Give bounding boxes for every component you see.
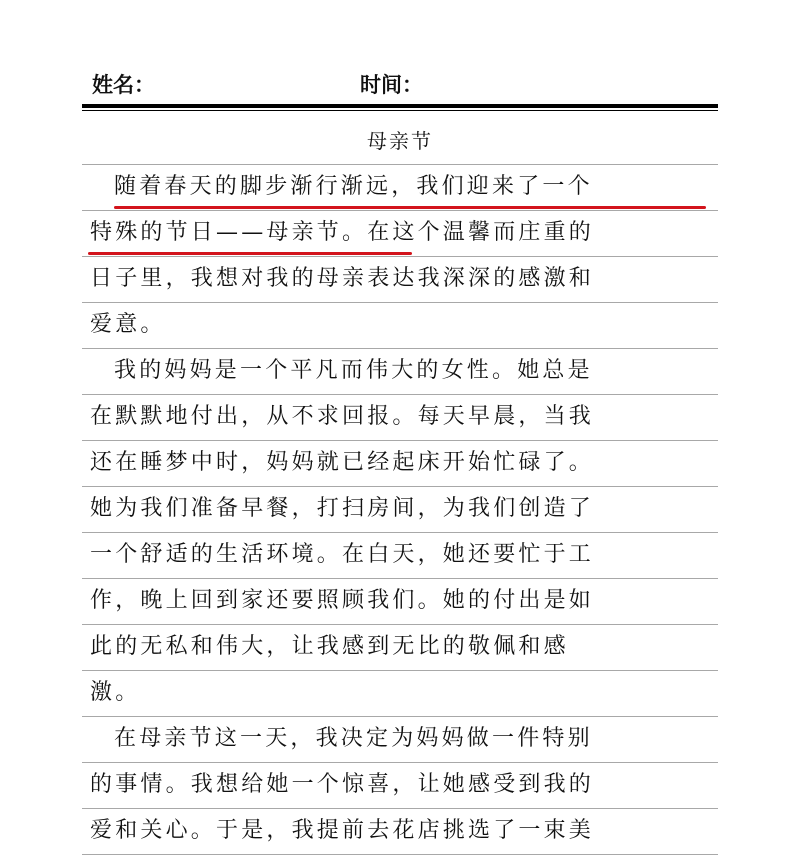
red-underline — [114, 206, 706, 209]
header-rule-thick — [82, 104, 718, 108]
essay-line-text: 我的妈妈是一个平凡而伟大的女性。她总是 — [114, 358, 593, 383]
essay-line-text: 随着春天的脚步渐行渐远，我们迎来了一个 — [114, 174, 593, 199]
essay-line-text: 激。 — [90, 680, 141, 705]
essay-line-text: 的事情。我想给她一个惊喜，让她感受到我的 — [90, 772, 595, 797]
essay-title-row — [82, 119, 718, 165]
essay-line — [82, 165, 718, 211]
essay-line-text: 特殊的节日——母亲节。在这个温馨而庄重的 — [90, 220, 595, 245]
essay-line-text: 日子里，我想对我的母亲表达我深深的感激和 — [90, 266, 595, 291]
essay-line — [82, 579, 718, 625]
essay-line — [82, 809, 718, 855]
essay-line — [82, 441, 718, 487]
time-label: 时间： — [360, 73, 423, 97]
header-rule-thin — [82, 110, 718, 111]
red-underline — [88, 252, 412, 255]
essay-line-text: 在母亲节这一天，我决定为妈妈做一件特别 — [114, 726, 593, 751]
essay-line — [82, 303, 718, 349]
essay-line-text: 此的无私和伟大，让我感到无比的敬佩和感 — [90, 634, 569, 659]
essay-line-text: 爱和关心。于是，我提前去花店挑选了一束美 — [90, 818, 595, 843]
essay-line-text: 爱意。 — [90, 312, 166, 337]
essay-line-text: 在默默地付出，从不求回报。每天早晨，当我 — [90, 404, 595, 429]
essay-line — [82, 487, 718, 533]
essay-line — [82, 763, 718, 809]
essay-line — [82, 349, 718, 395]
worksheet-header — [82, 68, 718, 102]
lined-paper — [82, 119, 718, 855]
essay-line-text: 作，晚上回到家还要照顾我们。她的付出是如 — [90, 588, 595, 613]
essay-line — [82, 395, 718, 441]
name-label: 姓名： — [92, 73, 155, 97]
essay-line-text: 一个舒适的生活环境。在白天，她还要忙于工 — [90, 542, 595, 567]
essay-line — [82, 211, 718, 257]
essay-line — [82, 717, 718, 763]
essay-title: 母亲节 — [367, 129, 433, 153]
essay-line — [82, 671, 718, 717]
essay-line-text: 还在睡梦中时，妈妈就已经起床开始忙碌了。 — [90, 450, 595, 475]
essay-line — [82, 257, 718, 303]
essay-line — [82, 533, 718, 579]
essay-line — [82, 625, 718, 671]
essay-line-text: 她为我们准备早餐，打扫房间，为我们创造了 — [90, 496, 595, 521]
